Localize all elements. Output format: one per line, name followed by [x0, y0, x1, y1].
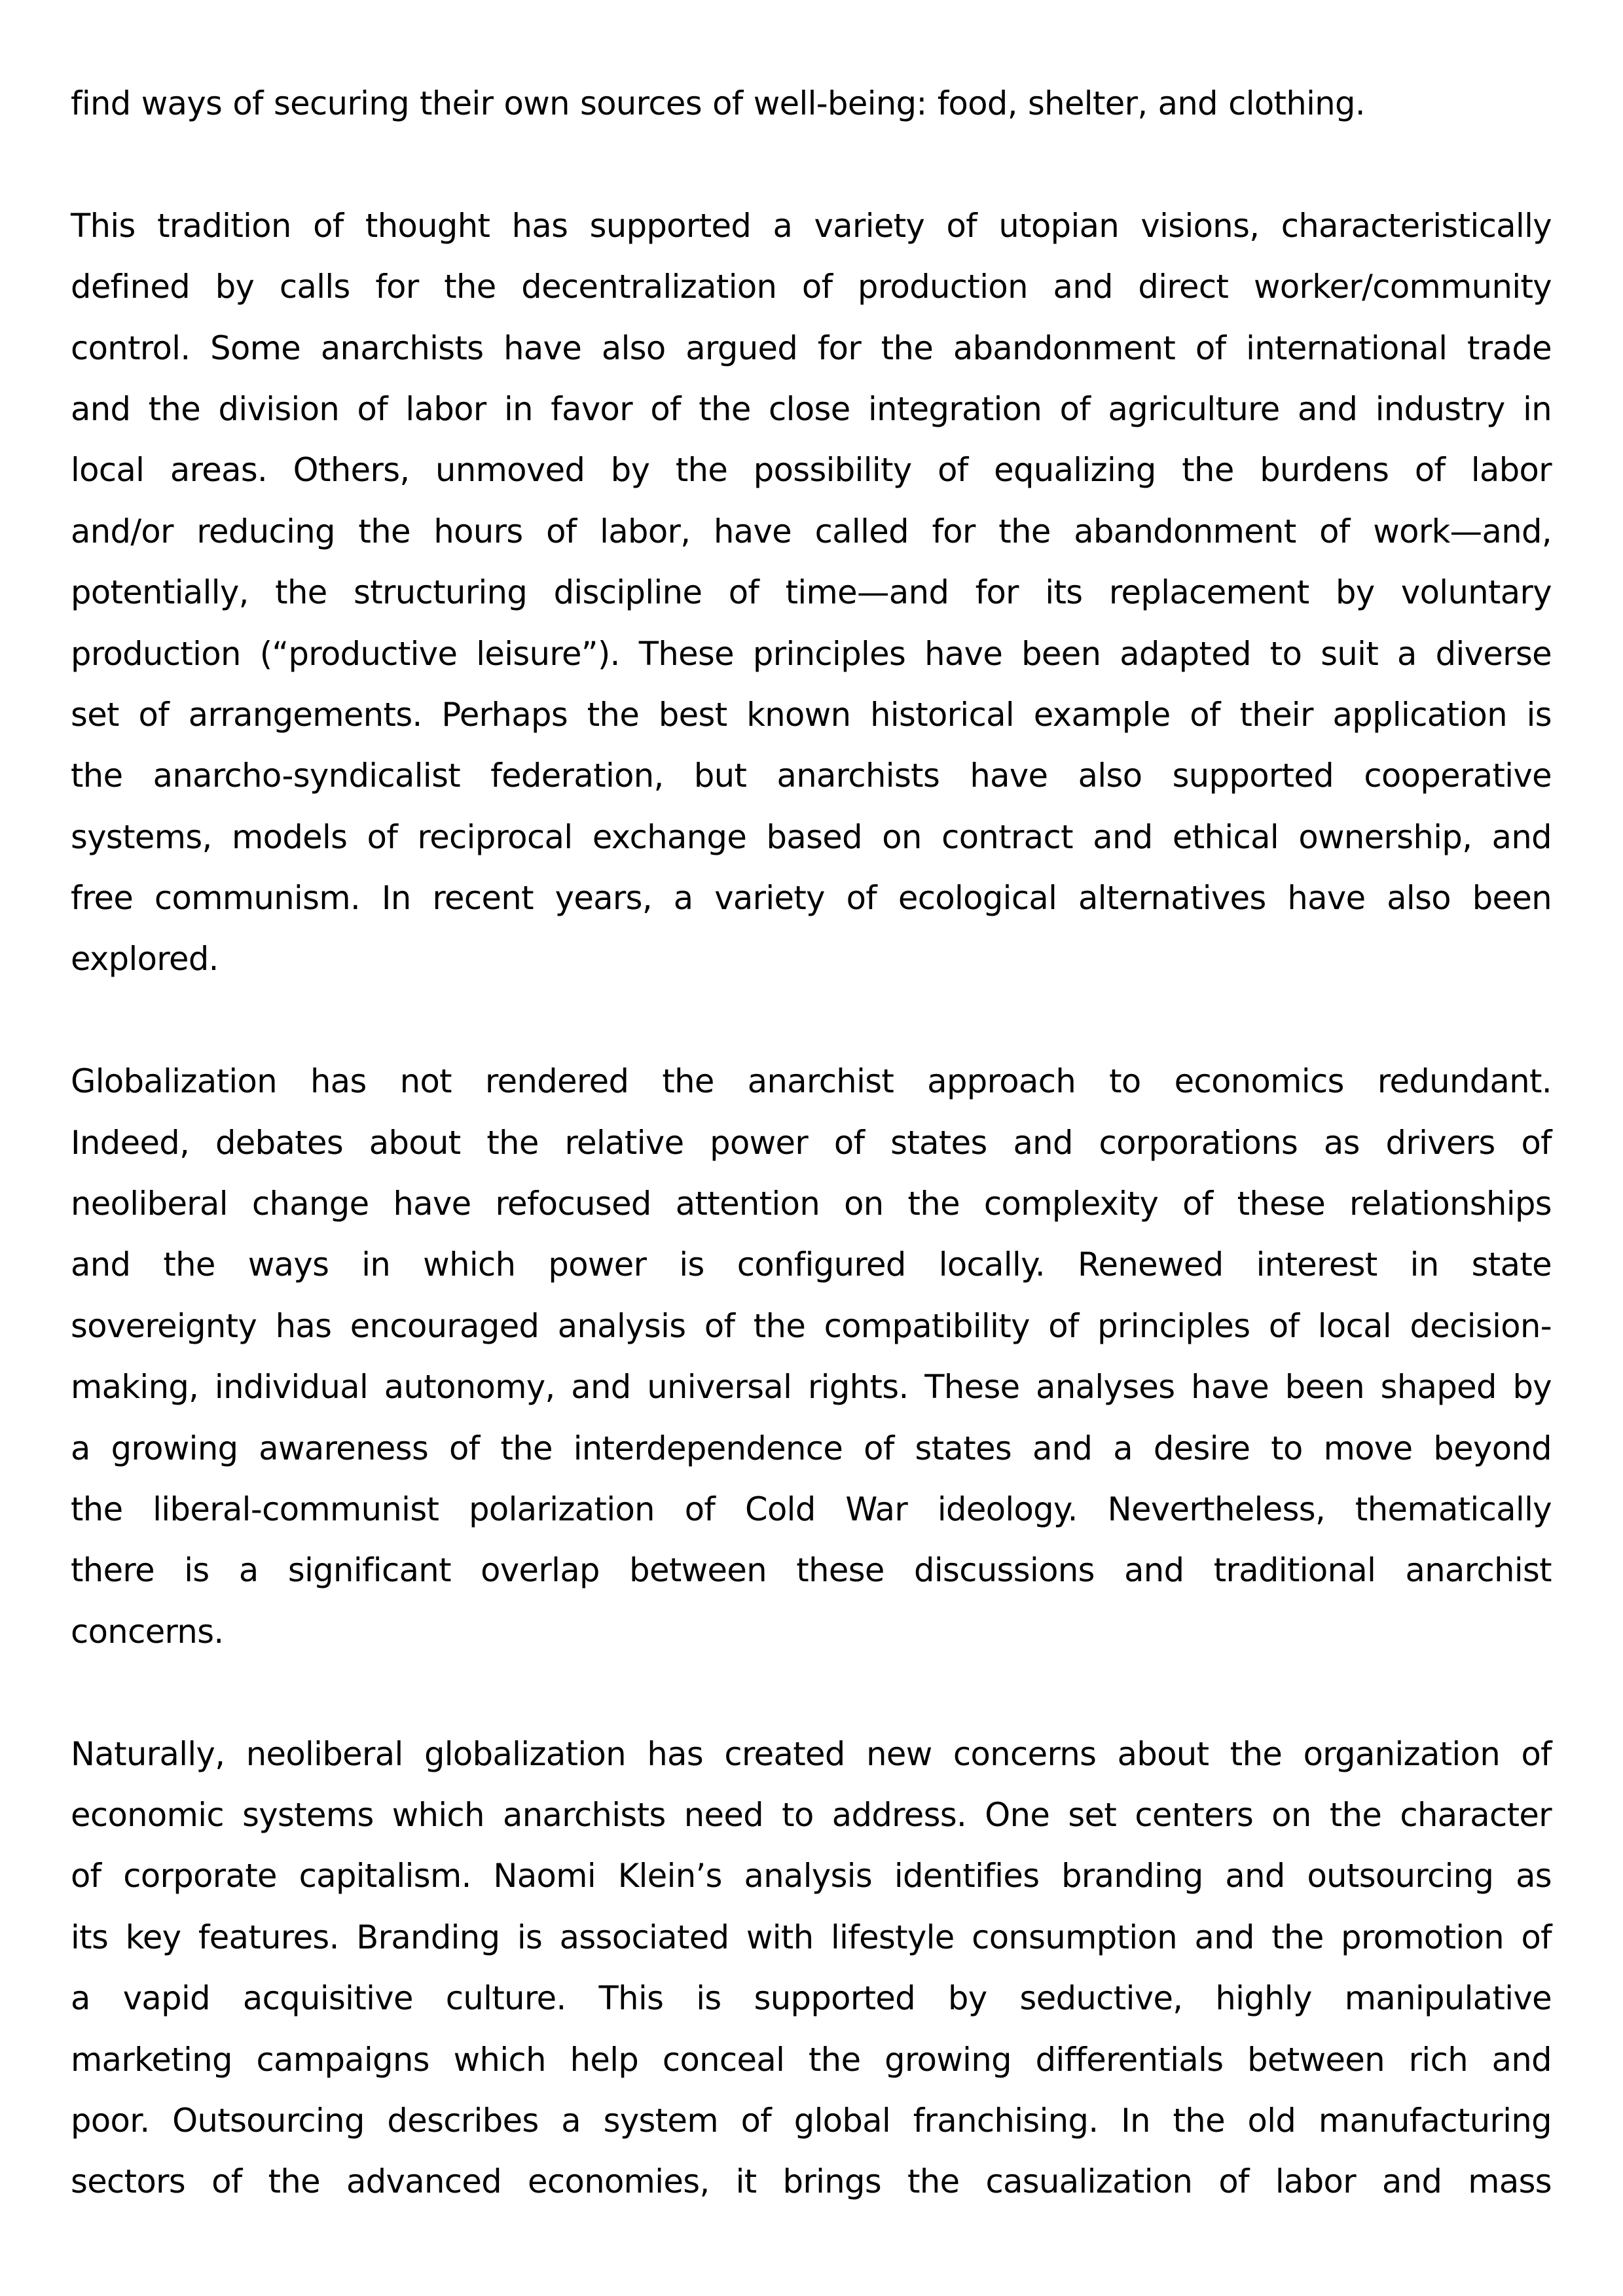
text-line: and the ways in which power is configured locally. Renewed interest in state	[71, 1246, 1552, 1284]
text-line: economic systems which anarchists need to address. One set centers on the character	[71, 1795, 1552, 1834]
paragraph-globalization	[71, 1051, 1552, 1662]
text-line: set of arrangements. Perhaps the best known historical example of their application is	[71, 695, 1552, 734]
text-line: a vapid acquisitive culture. This is supported by seductive, highly manipulative	[71, 1979, 1552, 2018]
text-line: neoliberal change have refocused attention on the complexity of these relationships	[71, 1185, 1552, 1223]
text-line: the liberal-communist polarization of Cold War ideology. Nevertheless, thematically	[71, 1490, 1552, 1528]
paragraph-neoliberal-concerns	[71, 1724, 1552, 2213]
paragraph-continuation	[71, 73, 1552, 134]
text-line: find ways of securing their own sources of well-being: food, shelter, and clothing.	[71, 84, 1366, 122]
paragraph-gap	[71, 1662, 1552, 1723]
text-line: explored.	[71, 940, 219, 978]
text-line: poor. Outsourcing describes a system of global franchising. In the old manufacturing	[71, 2101, 1552, 2140]
text-line: a growing awareness of the interdependence of states and a desire to move beyond	[71, 1429, 1552, 1467]
text-line: potentially, the structuring discipline of time—and for its replacement by voluntary	[71, 573, 1552, 612]
text-line: making, individual autonomy, and universal rights. These analyses have been shaped by	[71, 1368, 1552, 1407]
text-line: sovereignty has encouraged analysis of the compatibility of principles of local decision-	[71, 1306, 1552, 1345]
text-line: of corporate capitalism. Naomi Klein’s analysis identifies branding and outsourcing as	[71, 1857, 1552, 1895]
text-line: concerns.	[71, 1612, 224, 1651]
text-line: the anarcho-syndicalist federation, but anarchists have also supported cooperative	[71, 757, 1552, 795]
text-line: there is a significant overlap between these discussions and traditional anarchist	[71, 1551, 1552, 1590]
text-line: marketing campaigns which help conceal the growing differentials between rich and	[71, 2040, 1552, 2079]
text-line: control. Some anarchists have also argued for the abandonment of international trade	[71, 329, 1552, 367]
text-line: Naturally, neoliberal globalization has created new concerns about the organization of	[71, 1734, 1552, 1773]
text-line: its key features. Branding is associated with lifestyle consumption and the promotion of	[71, 1918, 1552, 1956]
text-line: systems, models of reciprocal exchange based on contract and ethical ownership, and	[71, 817, 1552, 856]
text-line: sectors of the advanced economies, it brings the casualization of labor and mass	[71, 2162, 1552, 2201]
text-line: local areas. Others, unmoved by the possibility of equalizing the burdens of labor	[71, 451, 1552, 490]
text-line: Indeed, debates about the relative power of states and corporations as drivers of	[71, 1123, 1552, 1162]
text-line: production (“productive leisure”). These principles have been adapted to suit a diverse	[71, 634, 1552, 673]
text-line: Globalization has not rendered the anarchist approach to economics redundant.	[71, 1062, 1552, 1101]
text-line: and the division of labor in favor of the close integration of agriculture and industry in	[71, 389, 1552, 428]
text-line: free communism. In recent years, a variety of ecological alternatives have also been	[71, 879, 1552, 918]
text-line: and/or reducing the hours of labor, have called for the abandonment of work—and,	[71, 512, 1552, 550]
text-line: defined by calls for the decentralization of production and direct worker/community	[71, 268, 1552, 306]
paragraph-gap	[71, 990, 1552, 1051]
text-line: This tradition of thought has supported a variety of utopian visions, characteristically	[71, 206, 1552, 245]
document-page	[71, 73, 1552, 2213]
paragraph-utopian-visions	[71, 196, 1552, 990]
paragraph-gap	[71, 134, 1552, 195]
